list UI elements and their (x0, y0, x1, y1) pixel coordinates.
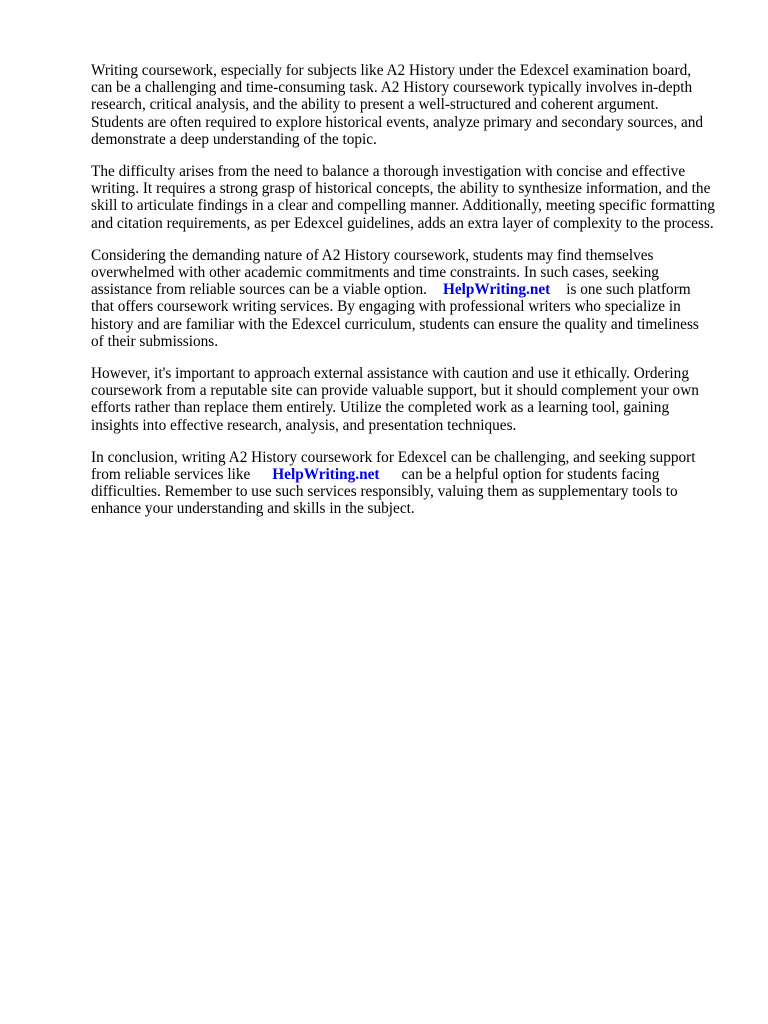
text-line: skill to articulate findings in a clear and compelling manner. Additionally, meeting specific formatting (91, 197, 715, 215)
text-line: The difficulty arises from the need to balance a thorough investigation with concise and effective (91, 163, 686, 181)
paragraph-intro (91, 62, 731, 148)
text-line-with-link (91, 281, 731, 298)
document-page (91, 62, 731, 533)
text-line: However, it's important to approach external assistance with caution and use it ethically. Ordering (91, 365, 689, 383)
text-line: Students are often required to explore historical events, analyze primary and secondary sources, and (91, 113, 704, 131)
text-line: In conclusion, writing A2 History coursework for Edexcel can be challenging, and seeking support (91, 448, 696, 466)
text-line: demonstrate a deep understanding of the topic. (91, 130, 377, 148)
text-line: insights into effective research, analysis, and presentation techniques. (91, 416, 517, 434)
text-line: Considering the demanding nature of A2 History coursework, students may find themselves (91, 246, 654, 264)
paragraph-difficulty (91, 163, 731, 232)
paragraph-assistance (91, 247, 731, 350)
text-line: that offers coursework writing services. By engaging with professional writers who specialize in (91, 298, 681, 316)
text-line: and citation requirements, as per Edexcel guidelines, adds an extra layer of complexity to the process. (91, 214, 714, 232)
text-line: overwhelmed with other academic commitments and time constraints. In such cases, seeking (91, 264, 659, 282)
paragraph-conclusion (91, 449, 731, 518)
text-line: Writing coursework, especially for subjects like A2 History under the Edexcel examination board, (91, 62, 692, 79)
text-line: history and are familiar with the Edexcel curriculum, students can ensure the quality and timeliness (91, 315, 699, 333)
text-line-with-link (91, 466, 731, 483)
text-line: writing. It requires a strong grasp of historical concepts, the ability to synthesize information, and the (91, 180, 711, 198)
helpwriting-link[interactable]: HelpWriting.net (442, 281, 551, 299)
text-line: coursework from a reputable site can provide valuable support, but it should complement your own (91, 382, 699, 400)
helpwriting-link[interactable]: HelpWriting.net (272, 466, 380, 484)
text-line: of their submissions. (91, 332, 219, 350)
text-line: can be a challenging and time-consuming task. A2 History coursework typically involves in-depth (91, 79, 693, 97)
text-before-link: from reliable services like (91, 466, 251, 484)
text-line: enhance your understanding and skills in the subject. (91, 500, 415, 518)
text-line: difficulties. Remember to use such services responsibly, valuing them as supplementary tools to (91, 483, 678, 501)
text-after-link: is one such platform (566, 281, 691, 299)
text-before-link: assistance from reliable sources can be a viable option. (91, 281, 427, 299)
text-line: efforts rather than replace them entirely. Utilize the completed work as a learning tool, gaining (91, 399, 670, 417)
text-line: research, critical analysis, and the ability to present a well-structured and coherent argument. (91, 96, 659, 114)
paragraph-caution (91, 365, 731, 434)
text-after-link: can be a helpful option for students facing (401, 466, 660, 484)
